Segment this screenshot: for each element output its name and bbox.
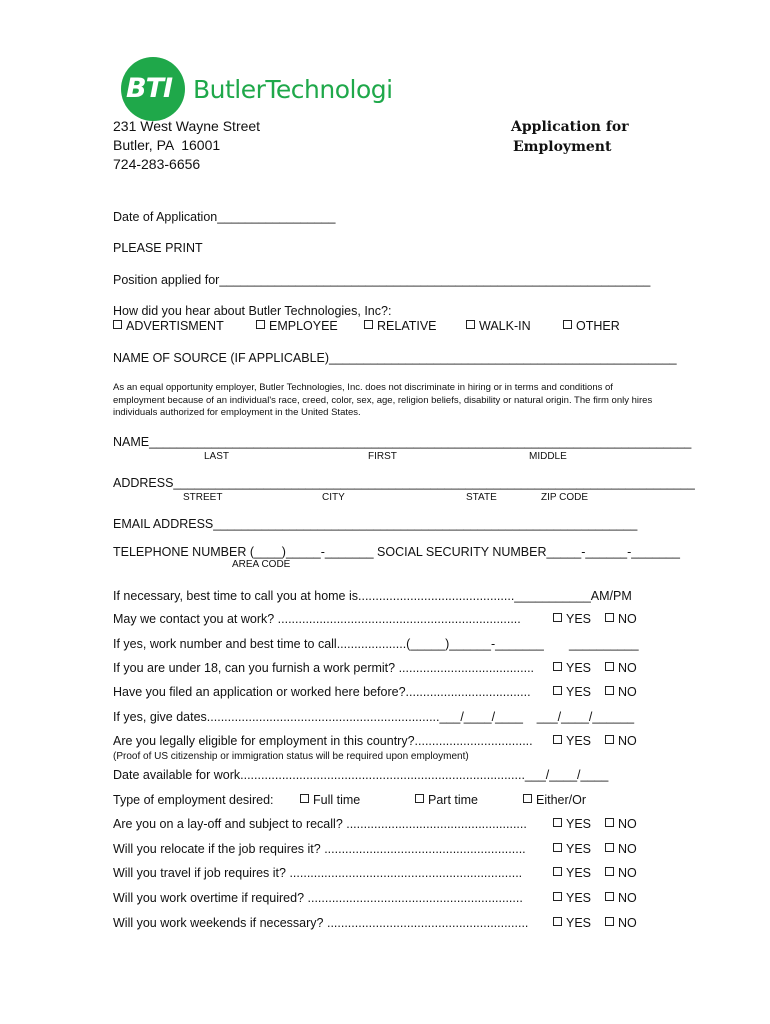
travel-question: Will you travel if job requires it? ................................................................... bbox=[113, 866, 523, 880]
weekends-no[interactable]: NO bbox=[605, 916, 637, 930]
name-of-source-field[interactable]: NAME OF SOURCE (IF APPLICABLE)__________________________________________________ bbox=[113, 351, 677, 365]
employment-type-question: Type of employment desired: bbox=[113, 793, 274, 807]
employment-type-full-time[interactable]: Full time bbox=[300, 793, 360, 807]
checkbox-icon[interactable] bbox=[300, 794, 309, 803]
name-label-first: FIRST bbox=[368, 451, 397, 462]
legally-eligible-no[interactable]: NO bbox=[605, 734, 637, 748]
checkbox-icon[interactable] bbox=[466, 320, 475, 329]
contact-at-work-no[interactable]: NO bbox=[605, 612, 637, 626]
checkbox-icon[interactable] bbox=[415, 794, 424, 803]
source-option-relative[interactable]: RELATIVE bbox=[364, 319, 437, 333]
contact-at-work-question: May we contact you at work? ...................................................................... bbox=[113, 612, 521, 626]
area-code-label: AREA CODE bbox=[232, 559, 291, 570]
checkbox-icon[interactable] bbox=[553, 917, 562, 926]
work-permit-no[interactable]: NO bbox=[605, 661, 637, 675]
checkbox-icon[interactable] bbox=[605, 686, 614, 695]
weekends-yes[interactable]: YES bbox=[553, 916, 591, 930]
address-label-street: STREET bbox=[183, 492, 223, 503]
proof-note: (Proof of US citizenship or immigration status will be required upon employment) bbox=[113, 751, 469, 762]
best-time-field[interactable]: If necessary, best time to call you at home is.............................................___________AM/PM bbox=[113, 589, 632, 603]
name-label-last: LAST bbox=[204, 451, 230, 462]
checkbox-icon[interactable] bbox=[605, 613, 614, 622]
checkbox-icon[interactable] bbox=[553, 735, 562, 744]
position-applied-field[interactable]: Position applied for______________________________________________________________ bbox=[113, 273, 651, 287]
filed-before-question: Have you filed an application or worked here before?.................................... bbox=[113, 685, 531, 699]
employment-type-part-time[interactable]: Part time bbox=[415, 793, 478, 807]
checkbox-icon[interactable] bbox=[113, 320, 122, 329]
checkbox-icon[interactable] bbox=[605, 867, 614, 876]
employment-type-either[interactable]: Either/Or bbox=[523, 793, 586, 807]
overtime-question: Will you work overtime if required? .............................................................. bbox=[113, 891, 523, 905]
travel-no[interactable]: NO bbox=[605, 866, 637, 880]
email-field[interactable]: EMAIL ADDRESS_____________________________________________________________ bbox=[113, 517, 638, 531]
date-available-field[interactable]: Date available for work..................................................................................___/____/____ bbox=[113, 768, 609, 782]
eeo-statement: As an equal opportunity employer, Butler Technologies, Inc. does not discriminate in hiring or in terms and conditions of employment because of an individual's race, creed, color, sex, age, religion beliefs, disability or natural origin. The firm only hires individuals authorized for employment in the United States. bbox=[113, 382, 653, 418]
weekends-question: Will you work weekends if necessary? .......................................................... bbox=[113, 916, 529, 930]
work-number-field[interactable]: If yes, work number and best time to call....................(_____)______-_______ bbox=[113, 637, 544, 651]
filed-before-yes[interactable]: YES bbox=[553, 685, 591, 699]
company-city: Butler, PA 16001 bbox=[113, 137, 221, 153]
checkbox-icon[interactable] bbox=[364, 320, 373, 329]
work-permit-yes[interactable]: YES bbox=[553, 661, 591, 675]
relocate-yes[interactable]: YES bbox=[553, 842, 591, 856]
source-option-walk-in[interactable]: WALK-IN bbox=[466, 319, 531, 333]
legally-eligible-yes[interactable]: YES bbox=[553, 734, 591, 748]
checkbox-icon[interactable] bbox=[553, 867, 562, 876]
checkbox-icon[interactable] bbox=[553, 686, 562, 695]
name-field[interactable]: NAME______________________________________________________________________________ bbox=[113, 435, 692, 449]
legally-eligible-question: Are you legally eligible for employment in this country?.................................. bbox=[113, 734, 533, 748]
telephone-ssn-field[interactable]: TELEPHONE NUMBER (____)_____-_______ SOCIAL SECURITY NUMBER_____-______-_______ bbox=[113, 545, 680, 559]
checkbox-icon[interactable] bbox=[605, 892, 614, 901]
form-title-line1: Application for bbox=[511, 119, 629, 135]
work-number-best-time-field[interactable]: __________ bbox=[569, 637, 639, 651]
checkbox-icon[interactable] bbox=[553, 892, 562, 901]
checkbox-icon[interactable] bbox=[256, 320, 265, 329]
hear-about-question: How did you hear about Butler Technologies, Inc?: bbox=[113, 304, 392, 318]
company-street: 231 West Wayne Street bbox=[113, 118, 261, 134]
checkbox-icon[interactable] bbox=[605, 818, 614, 827]
company-phone: 724-283-6656 bbox=[113, 156, 201, 172]
source-option-other[interactable]: OTHER bbox=[563, 319, 620, 333]
logo-abbr: BTI bbox=[126, 73, 173, 104]
relocate-question: Will you relocate if the job requires it? .......................................................... bbox=[113, 842, 526, 856]
address-label-city: CITY bbox=[322, 492, 345, 503]
relocate-no[interactable]: NO bbox=[605, 842, 637, 856]
checkbox-icon[interactable] bbox=[605, 843, 614, 852]
source-option-employee[interactable]: EMPLOYEE bbox=[256, 319, 338, 333]
contact-at-work-yes[interactable]: YES bbox=[553, 612, 591, 626]
layoff-no[interactable]: NO bbox=[605, 817, 637, 831]
give-dates-field[interactable]: If yes, give dates...................................................................___/____/____ ___/____/______ bbox=[113, 710, 635, 724]
address-label-state: STATE bbox=[466, 492, 497, 503]
please-print-label: PLEASE PRINT bbox=[113, 241, 203, 255]
layoff-question: Are you on a lay-off and subject to recall? .................................................... bbox=[113, 817, 527, 831]
travel-yes[interactable]: YES bbox=[553, 866, 591, 880]
checkbox-icon[interactable] bbox=[605, 735, 614, 744]
work-permit-question: If you are under 18, can you furnish a work permit? ....................................... bbox=[113, 661, 535, 675]
source-option-advertisment[interactable]: ADVERTISMENT bbox=[113, 319, 224, 333]
form-title-line2: Employment bbox=[513, 139, 612, 155]
checkbox-icon[interactable] bbox=[605, 917, 614, 926]
checkbox-icon[interactable] bbox=[605, 662, 614, 671]
filed-before-no[interactable]: NO bbox=[605, 685, 637, 699]
checkbox-icon[interactable] bbox=[523, 794, 532, 803]
checkbox-icon[interactable] bbox=[553, 843, 562, 852]
checkbox-icon[interactable] bbox=[553, 818, 562, 827]
logo-wordmark: ButlerTechnologi bbox=[193, 75, 393, 104]
overtime-no[interactable]: NO bbox=[605, 891, 637, 905]
address-field[interactable]: ADDRESS___________________________________________________________________________ bbox=[113, 476, 695, 490]
layoff-yes[interactable]: YES bbox=[553, 817, 591, 831]
overtime-yes[interactable]: YES bbox=[553, 891, 591, 905]
checkbox-icon[interactable] bbox=[553, 613, 562, 622]
checkbox-icon[interactable] bbox=[553, 662, 562, 671]
name-label-middle: MIDDLE bbox=[529, 451, 567, 462]
date-of-application-field[interactable]: Date of Application_________________ bbox=[113, 210, 336, 224]
checkbox-icon[interactable] bbox=[563, 320, 572, 329]
address-label-zip: ZIP CODE bbox=[541, 492, 589, 503]
